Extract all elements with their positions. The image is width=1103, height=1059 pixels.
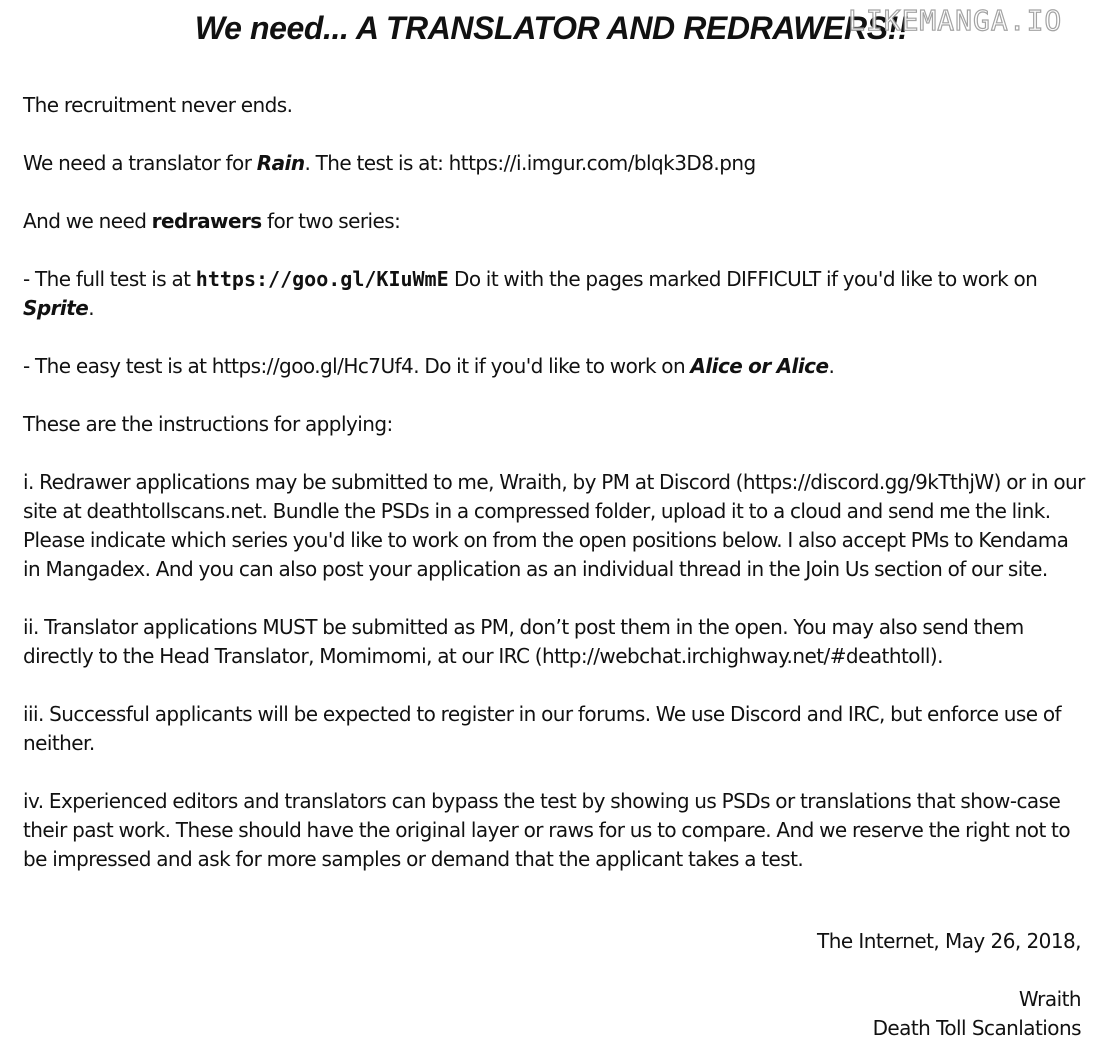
series-sprite: Sprite (23, 296, 89, 320)
instruction-item: iii. Successful applicants will be expected to register in our forums. We use Discord and IRC, but enforce use of neither. (23, 702, 1062, 755)
translator-suffix: . The test is at: https://i.imgur.com/blqk3D8.png (304, 151, 756, 175)
signature-place-date: The Internet, May 26, 2018, (817, 929, 1081, 953)
full-test-middle: Do it with the pages marked DIFFICULT if you'd like to work on (448, 267, 1038, 291)
page-title: We need... A TRANSLATOR AND REDRAWERS!! (194, 10, 909, 46)
redrawers-emphasis: redrawers (151, 209, 262, 233)
redrawer-prefix: And we need (23, 209, 152, 233)
intro-paragraph: The recruitment never ends. (23, 93, 293, 117)
announcement-body (23, 91, 1087, 903)
instruction-item: ii. Translator applications MUST be submitted as PM, don’t post them in the open. You may also send them directly to the Head Translator, Momimomi, at our IRC (http://webchat.irchighway.net/#deathtoll). (23, 615, 1024, 668)
series-alice: Alice or Alice (690, 354, 829, 378)
signature-name: Wraith (1018, 987, 1081, 1011)
full-test-paragraph (23, 265, 1087, 323)
redrawer-paragraph (23, 207, 1087, 236)
instruction-item: iv. Experienced editors and translators can bypass the test by showing us PSDs or translations that show-case their past work. These should have the original layer or raws for us to compare. And we reserve the right not to be impressed and ask for more samples or demand that the applicant takes a test. (23, 789, 1071, 871)
easy-test-prefix: - The easy test is at https://goo.gl/Hc7Uf4. Do it if you'd like to work on (23, 354, 691, 378)
full-test-suffix: . (88, 296, 95, 320)
signature-group: Death Toll Scanlations (872, 1016, 1081, 1040)
watermark-logo: LIKEMANGA.IO (848, 4, 1063, 37)
translator-paragraph (23, 149, 1087, 178)
easy-test-suffix: . (828, 354, 835, 378)
redrawer-suffix: for two series: (261, 209, 401, 233)
series-rain: Rain (256, 151, 305, 175)
translator-prefix: We need a translator for (23, 151, 257, 175)
easy-test-paragraph (23, 352, 1087, 381)
instructions-heading: These are the instructions for applying: (23, 412, 393, 436)
instruction-item: i. Redrawer applications may be submitted to me, Wraith, by PM at Discord (https://discord.gg/9kTthjW) or in our site at deathtollscans.net. Bundle the PSDs in a compressed folder, upload it to a cloud and send me the link. Please indicate which series you'd like to work on from the open positions below. I also accept PMs to Kendama in Mangadex. And you can also post your application as an individual thread in the Join Us section of our site. (23, 470, 1085, 581)
full-test-link: https://goo.gl/KIuWmE (195, 267, 449, 291)
full-test-prefix: - The full test is at (23, 267, 196, 291)
